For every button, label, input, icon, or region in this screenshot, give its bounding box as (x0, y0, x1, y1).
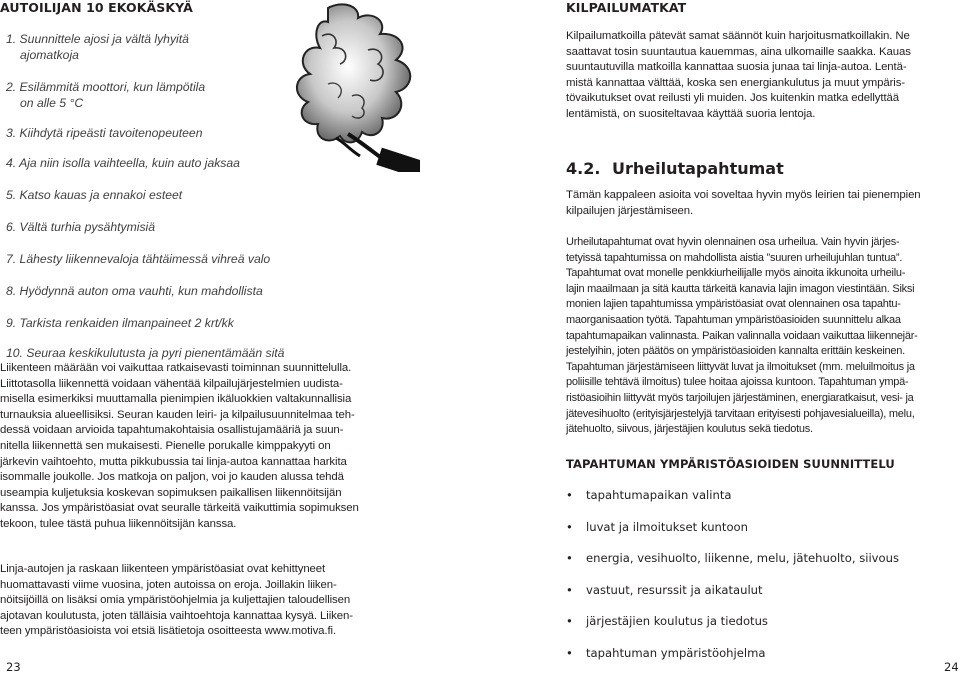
bullet-item: • tapahtumapaikan valinta (566, 488, 732, 502)
tip-7: 7. Lähesty liikennevaloja tähtäimessä vihreä valo (6, 252, 271, 266)
bullet-icon: • (566, 646, 573, 660)
bullet-icon: • (566, 551, 573, 565)
page-number-right: 24 (944, 660, 959, 674)
tip-4: 4. Aja niin isolla vaihteella, kuin auto jaksaa (6, 156, 240, 170)
right-page (482, 0, 960, 674)
bullet-item: • järjestäjien koulutus ja tiedotus (566, 614, 768, 628)
tip-8: 8. Hyödynnä auton oma vauhti, kun mahdollista (6, 284, 263, 298)
tip-2: 2. Esilämmitä moottori, kun lämpötila on alle 5 °C (6, 80, 206, 110)
planning-subheading: TAPAHTUMAN YMPÄRISTÖASIOIDEN SUUNNITTELU (566, 457, 895, 471)
right-paragraph-1: Kilpailumatkoilla pätevät samat säännöt kuin harjoitusmatkoillakin. Ne saattavat tosin suuntautua kauemmas, aina ulkomaille saakka. Kauas suuntautuvilla matkoilla kannattaa suosia junaa tai linja-autoa. Lentä- mistä kannattaa välttää, koska sen energiankulutus ja muut ympäris- tövaikutukset ovat reilusti yli muiden. Jos kuitenkin matka edellyttää lentämistä, on suositeltavaa käyttää suoria lentoja. (566, 30, 911, 120)
tip-3: 3. Kiihdytä ripeästi tavoitenopeuteen (6, 126, 203, 140)
section-number: 4.2. (566, 159, 601, 178)
left-paragraph-1: Liikenteen määrään voi vaikuttaa ratkaisevasti toiminnan suunnittelulla. Liittotasolla liikennettä voidaan vähentää kilpailujärjestelmien uudista- misella esimerkiksi muuttamalla pienimpien ikäluokkien valtakunnallisia turnauksia alueellisiksi. Seuran kauden leiri- ja kilpailusuunnitelmaa teh- dessä voidaan arvioida tapahtumakohtaisia osallistujamääriä ja suun- nitella liikennettä sen mukaisesti. Pienelle porukalle kimppakyyti on järkevin vaihtoehto, mutta pikkubussia tai linja-autoa kannattaa harkita isommalle joukolle. Jos matkoja on paljon, voi jo kauden alussa tehdä useampia kuljetuksia koskevan sopimuksen paikallisen liikennöitsijän kanssa. Jos ympäristöasiat ovat seuralle tärkeitä vaikuttimia sopimuksen tekoon, tulee tästä puhua liikennöitsijän kanssa. (0, 362, 359, 530)
bullet-item: • energia, vesihuolto, liikenne, melu, jätehuolto, siivous (566, 551, 900, 565)
tip-1: 1. Suunnittele ajosi ja vältä lyhyitä ajomatkoja (6, 32, 189, 62)
right-heading: KILPAILUMATKAT (566, 0, 687, 15)
tip-6: 6. Vältä turhia pysähtymisiä (6, 220, 156, 234)
left-page (0, 0, 478, 674)
bullet-item: • tapahtuman ympäristöohjelma (566, 646, 766, 660)
left-paragraph-2: Linja-autojen ja raskaan liikenteen ympäristöasiat ovat kehittyneet huomattavasti viime vuosina, joten autoissa on eroja. Joillakin liiken- nöitsijöillä on lisäksi omia ympäristöohjelmia ja kuljettajien taloudellisen ajotavan koulutusta, joten tälläisia vaihtoehtoja kannattaa kysyä. Liiken- teen ympäristöasioista voi etsiä lisätietoja osoitteesta www.motiva.fi. (0, 563, 353, 638)
tip-5: 5. Katso kauas ja ennakoi esteet (6, 188, 183, 202)
left-heading: AUTOILIJAN 10 EKOKÄSKYÄ (0, 0, 193, 15)
bullet-icon: • (566, 520, 573, 534)
bullet-icon: • (566, 614, 573, 628)
tip-10: 10. Seuraa keskikulutusta ja pyri pienentämään sitä (6, 346, 285, 360)
right-paragraph-2: Urheilutapahtumat ovat hyvin olennainen osa urheilua. Vain hyvin järjes- tetyissä tapahtumissa on mahdollista aistia ”suuren urheilujuhlan tuntua”. Tapahtumat ovat monelle penkkiurheilijalle myös ainoita ikkunoita urheilu- lajin maailmaan ja sitä kautta tärkeitä kanavia lajin imagon viestintään. Siksi monien lajien tapahtumissa ympäristöasiat ovat olennainen osa tapahtu- maorganisaation työtä. Tapahtuman ympäristöasioiden suunnittelu alkaa tapahtumapaikan valinnasta. Paikan valinnalla voidaan vaikuttaa liikennejär- jestelyihin, joten päätös on ympäristöasioiden kannalta erittäin keskeinen. Tapahtuman järjestämiseen liittyvät luvat ja ilmoitukset (mm. meluilmoitus ja poliisille tehtävä ilmoitus) tulee hoitaa ajoissa kuntoon. Tapahtuman ympä- ristöasioihin liittyvät myös tarjoilujen järjestäminen, energiaratkaisut, vesi- ja jätevesihuolto (erityisjärjestelyjä tarvitaan erityisesti pohjavesialueilla), melu, jätehuolto, siivous, järjestäjien koulutus sekä tiedotus. (566, 236, 918, 436)
right-intro: Tämän kappaleen asioita voi soveltaa hyvin myös leirien tai pienempien kilpailujen järjestämiseen. (566, 189, 921, 217)
bullet-item: • luvat ja ilmoitukset kuntoon (566, 520, 748, 534)
section-heading (566, 159, 784, 178)
bullet-item: • vastuut, resurssit ja aikataulut (566, 583, 763, 597)
exhaust-smoke-illustration (288, 0, 420, 172)
page-number-left: 23 (6, 660, 21, 674)
bullet-icon: • (566, 488, 573, 502)
tip-9: 9. Tarkista renkaiden ilmanpaineet 2 krt/kk (6, 316, 234, 330)
bullet-icon: • (566, 583, 573, 597)
section-title: Urheilutapahtumat (612, 159, 784, 178)
